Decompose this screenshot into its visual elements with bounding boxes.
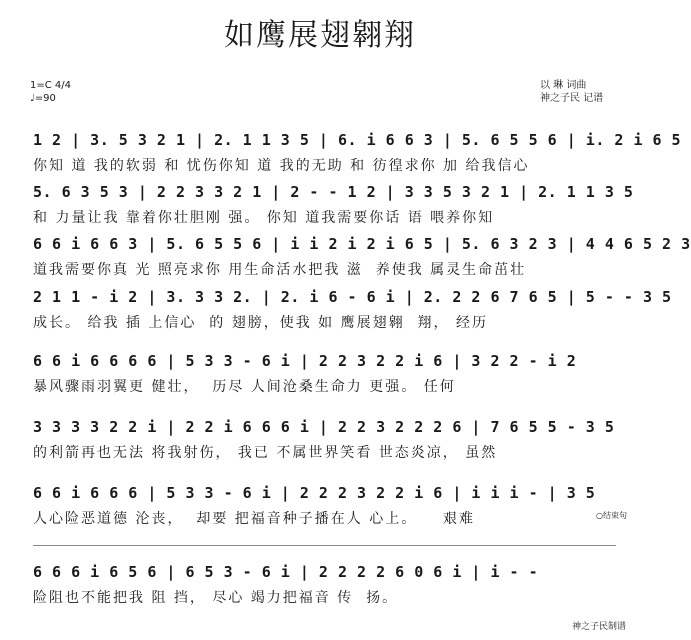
key-tempo	[30, 79, 71, 105]
ending-marker: ○结束句	[596, 511, 627, 520]
lyric-line: 成长。 给我 插 上信心 的 翅膀，使我 如 鹰展翅翱 翔， 经历	[33, 315, 488, 331]
note-line: 2 1 1 - i 2 | 3. 3 3 2. | 2. i 6 - 6 i | 2. 2 2 6 7 6 5 | 5 - - 3 5	[33, 288, 672, 306]
section-divider	[33, 545, 616, 546]
note-line: 6 6 i 6 6 3 | 5. 6 5 5 6 | i i 2 i 2 i 6 5 | 5. 6 3 2 3 | 4 4 6 5 2 3	[33, 235, 691, 253]
note-line: 6 6 6 i 6 5 6 | 6 5 3 - 6 i | 2 2 2 2 6 0 6 i | i - -	[33, 563, 539, 581]
credits	[540, 79, 603, 105]
key-signature: 1=C 4/4	[30, 80, 71, 91]
lyric-line: 和 力量让我 靠着你壮胆刚 强。 你知 道我需要你话 语 喂养你知	[33, 210, 495, 226]
note-line: 1 2 | 3. 5 3 2 1 | 2. 1 1 3 5 | 6. i 6 6 3 | 5. 6 5 5 6 | i. 2 i 6 5	[33, 131, 682, 149]
lyric-line: 暴风骤雨羽翼更 健壮， 历尽 人间沧桑生命力 更强。 任何	[33, 379, 456, 395]
credit-transcriber: 神之子民 记谱	[540, 93, 604, 104]
lyric-line: 道我需要你真 光 照亮求你 用生命活水把我 滋 养使我 属灵生命茁壮	[33, 262, 527, 278]
credit-words-music: 以 琳 词曲	[540, 80, 587, 91]
lyric-line: 人心险恶道德 沦丧， 却要 把福音种子播在人 心上。 艰难	[33, 511, 476, 527]
lyric-line: 你知 道 我的软弱 和 忧伤你知 道 我的无助 和 彷徨求你 加 给我信心	[33, 158, 530, 174]
lyric-line: 险阻也不能把我 阻 挡， 尽心 竭力把福音 传 扬。	[33, 590, 399, 606]
note-line: 5. 6 3 5 3 | 2 2 3 3 2 1 | 2 - - 1 2 | 3 3 5 3 2 1 | 2. 1 1 3 5	[33, 183, 634, 201]
page-title: 如鹰展翅翱翔	[224, 18, 416, 53]
note-line: 3 3 3 3 2 2 i | 2 2 i 6 6 6 i | 2 2 3 2 2 2 6 | 7 6 5 5 - 3 5	[33, 418, 615, 436]
note-line: 6 6 i 6 6 6 6 | 5 3 3 - 6 i | 2 2 3 2 2 i 6 | 3 2 2 - i 2	[33, 352, 577, 370]
footer-credit: 神之子民制谱	[571, 622, 626, 632]
lyric-line: 的利箭再也无法 将我射伤， 我已 不属世界笑看 世态炎凉， 虽然	[33, 445, 498, 461]
tempo-marking: ♩=90	[30, 93, 56, 104]
note-line: 6 6 i 6 6 6 | 5 3 3 - 6 i | 2 2 2 3 2 2 i 6 | i i i - | 3 5	[33, 484, 596, 502]
